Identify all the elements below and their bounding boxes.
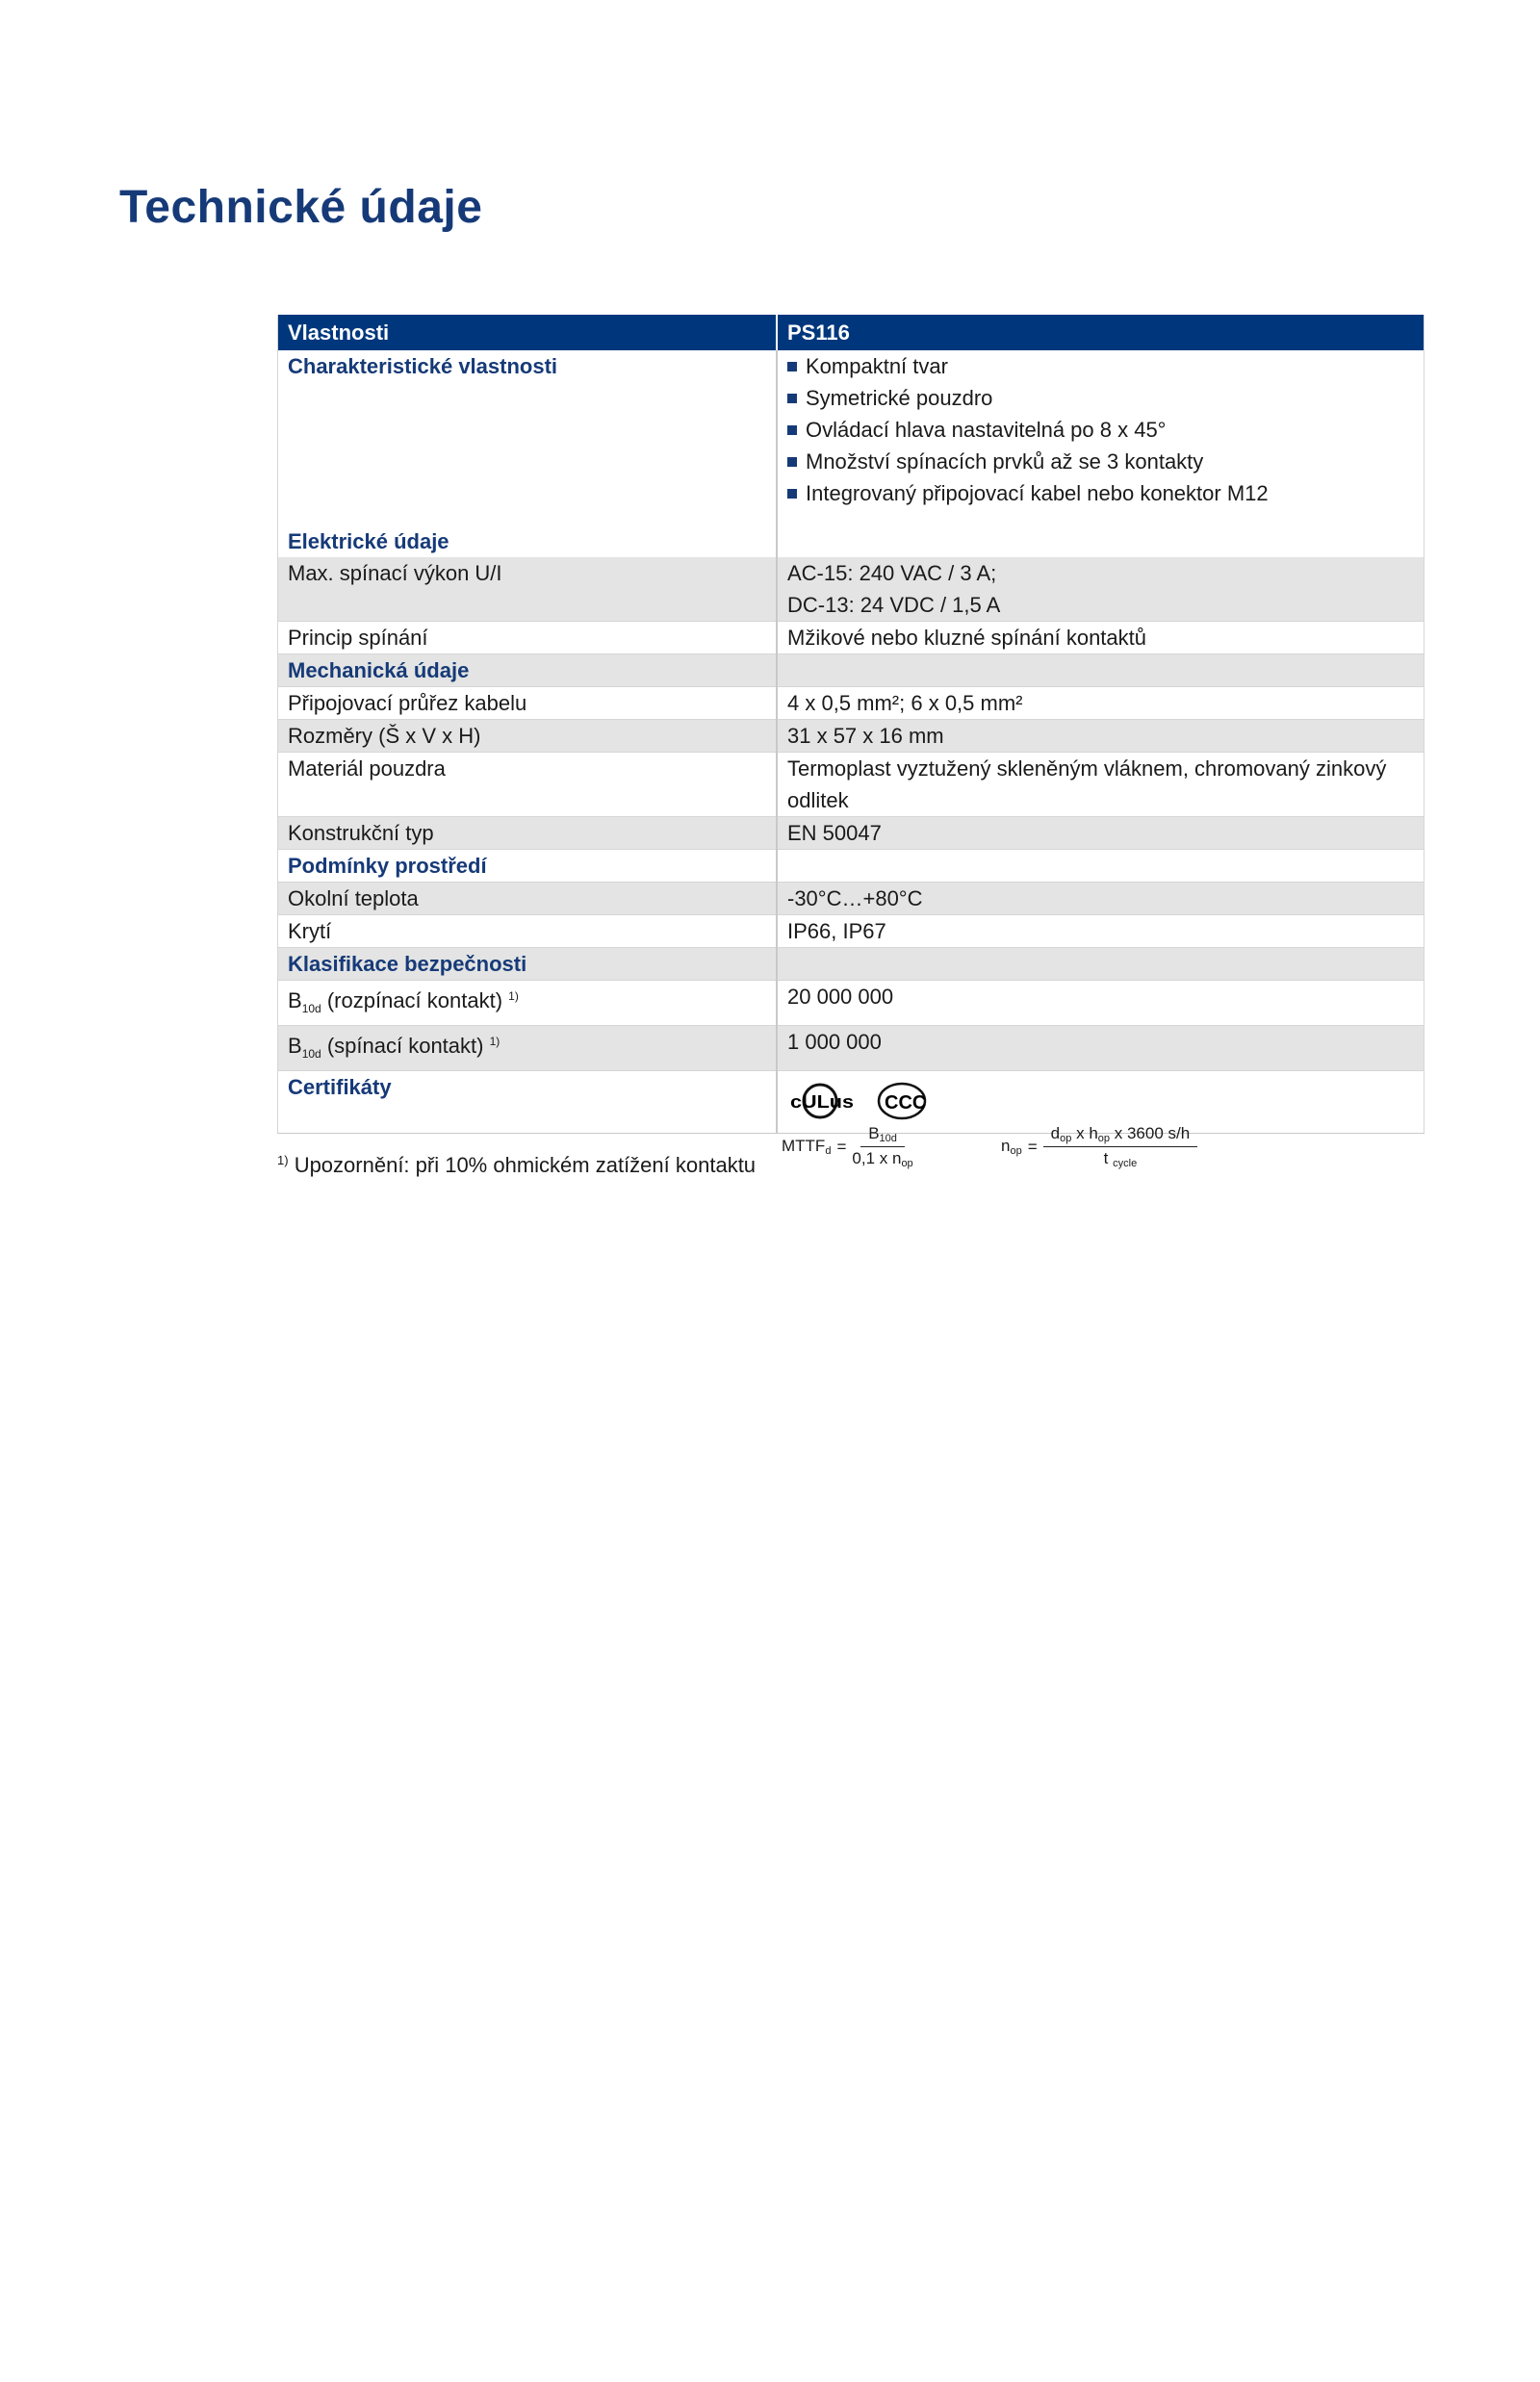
section-certificates: Certifikáty xyxy=(278,1071,778,1134)
equals: = xyxy=(836,1137,847,1156)
row-value: 20 000 000 xyxy=(777,981,1424,1026)
feature-text: Kompaktní tvar xyxy=(806,354,948,378)
feature-text: Integrovaný připojovací kabel nebo konektor M12 xyxy=(806,481,1269,505)
mttf-symbol: MTTFd xyxy=(782,1137,832,1157)
footnote-text: Upozornění: při 10% ohmickém zatížení kontaktu xyxy=(294,1153,757,1177)
table-row xyxy=(278,720,1424,753)
table-row xyxy=(278,622,1424,654)
list-item xyxy=(787,477,1414,509)
row-label: Princip spínání xyxy=(278,622,778,654)
row-value: EN 50047 xyxy=(777,817,1424,850)
bullet-square-icon xyxy=(787,489,797,499)
tech-data-table xyxy=(277,315,1424,1134)
table-row xyxy=(278,557,1424,622)
row-value: 4 x 0,5 mm²; 6 x 0,5 mm² xyxy=(777,687,1424,720)
section-row xyxy=(278,850,1424,883)
feature-text: Množství spínacích prvků až se 3 kontakty xyxy=(806,449,1204,474)
row-label xyxy=(278,1026,778,1071)
table-row xyxy=(278,915,1424,948)
b-symbol: B xyxy=(288,1034,302,1058)
table-row xyxy=(278,753,1424,817)
section-row xyxy=(278,654,1424,687)
empty-cell xyxy=(777,654,1424,687)
table-row xyxy=(278,883,1424,915)
footnote-ref: 1) xyxy=(508,989,519,1003)
bullet-square-icon xyxy=(787,362,797,371)
cul-us-logo-text: cULus xyxy=(790,1092,854,1112)
empty-cell xyxy=(777,850,1424,883)
features-list-cell xyxy=(777,350,1424,511)
value-line: AC-15: 240 VAC / 3 A; xyxy=(787,561,997,585)
section-row xyxy=(278,948,1424,981)
nop-formula xyxy=(1001,1124,1197,1169)
feature-text: Symetrické pouzdro xyxy=(806,386,993,410)
b-subscript: 10d xyxy=(301,1002,321,1015)
row-value: IP66, IP67 xyxy=(777,915,1424,948)
row-label: Max. spínací výkon U/I xyxy=(278,557,778,622)
equals: = xyxy=(1027,1137,1038,1156)
row-value: 31 x 57 x 16 mm xyxy=(777,720,1424,753)
row-label xyxy=(278,981,778,1026)
section-features: Charakteristické vlastnosti xyxy=(278,350,778,511)
list-item xyxy=(787,382,1414,414)
row-label: Rozměry (Š x V x H) xyxy=(278,720,778,753)
cul-us-logo-icon xyxy=(787,1081,857,1121)
feature-text: Ovládací hlava nastavitelná po 8 x 45° xyxy=(806,418,1167,442)
row-label: Konstrukční typ xyxy=(278,817,778,850)
row-value: Mžikové nebo kluzné spínání kontaktů xyxy=(777,622,1424,654)
table-row xyxy=(278,817,1424,850)
section-safety: Klasifikace bezpečnosti xyxy=(278,948,778,981)
nop-symbol: nop xyxy=(1001,1137,1022,1157)
row-value: Termoplast vyztužený skleněným vláknem, chromovaný zinkový odlitek xyxy=(777,753,1424,817)
row-label: Krytí xyxy=(278,915,778,948)
row-label: Materiál pouzdra xyxy=(278,753,778,817)
table-row xyxy=(278,687,1424,720)
row-value: -30°C…+80°C xyxy=(777,883,1424,915)
section-mechanical: Mechanická údaje xyxy=(278,654,778,687)
table-header xyxy=(278,315,1424,350)
label-text: (rozpínací kontakt) xyxy=(326,988,503,1012)
ccc-logo-icon xyxy=(876,1081,928,1121)
label-text: (spínací kontakt) xyxy=(326,1034,484,1058)
value-line: DC-13: 24 VDC / 1,5 A xyxy=(787,593,1001,617)
features-list xyxy=(787,350,1414,509)
bullet-square-icon xyxy=(787,457,797,467)
ccc-logo-text: CCC xyxy=(885,1092,927,1114)
section-row xyxy=(278,511,1424,557)
list-item xyxy=(787,350,1414,382)
footnote-ref: 1) xyxy=(489,1035,500,1048)
table-row xyxy=(278,1026,1424,1071)
list-item xyxy=(787,414,1414,446)
bullet-square-icon xyxy=(787,394,797,403)
row-label: Připojovací průřez kabelu xyxy=(278,687,778,720)
table-row xyxy=(278,981,1424,1026)
row-value xyxy=(777,557,1424,622)
section-environment: Podmínky prostředí xyxy=(278,850,778,883)
mttf-formula xyxy=(782,1124,913,1169)
section-electrical: Elektrické údaje xyxy=(278,511,778,557)
page-title: Technické údaje xyxy=(119,182,483,233)
table-row xyxy=(278,350,1424,511)
b-symbol: B xyxy=(288,988,302,1012)
row-label: Okolní teplota xyxy=(278,883,778,915)
b-subscript: 10d xyxy=(301,1047,321,1061)
empty-cell xyxy=(777,948,1424,981)
footnote xyxy=(277,1153,756,1178)
col-header-property: Vlastnosti xyxy=(278,315,778,350)
col-header-product: PS116 xyxy=(777,315,1424,350)
row-value: 1 000 000 xyxy=(777,1026,1424,1071)
nop-fraction: $\frac{\text{dop x hop x 3600 s/h}}{\text{t cycle}}$ xyxy=(1043,1124,1198,1169)
bullet-square-icon xyxy=(787,425,797,435)
footnote-ref: 1) xyxy=(277,1153,289,1167)
mttf-fraction: $\frac{B10d}{\text{0,1 x nop}}$ xyxy=(852,1124,913,1169)
empty-cell xyxy=(777,511,1424,557)
list-item xyxy=(787,446,1414,477)
